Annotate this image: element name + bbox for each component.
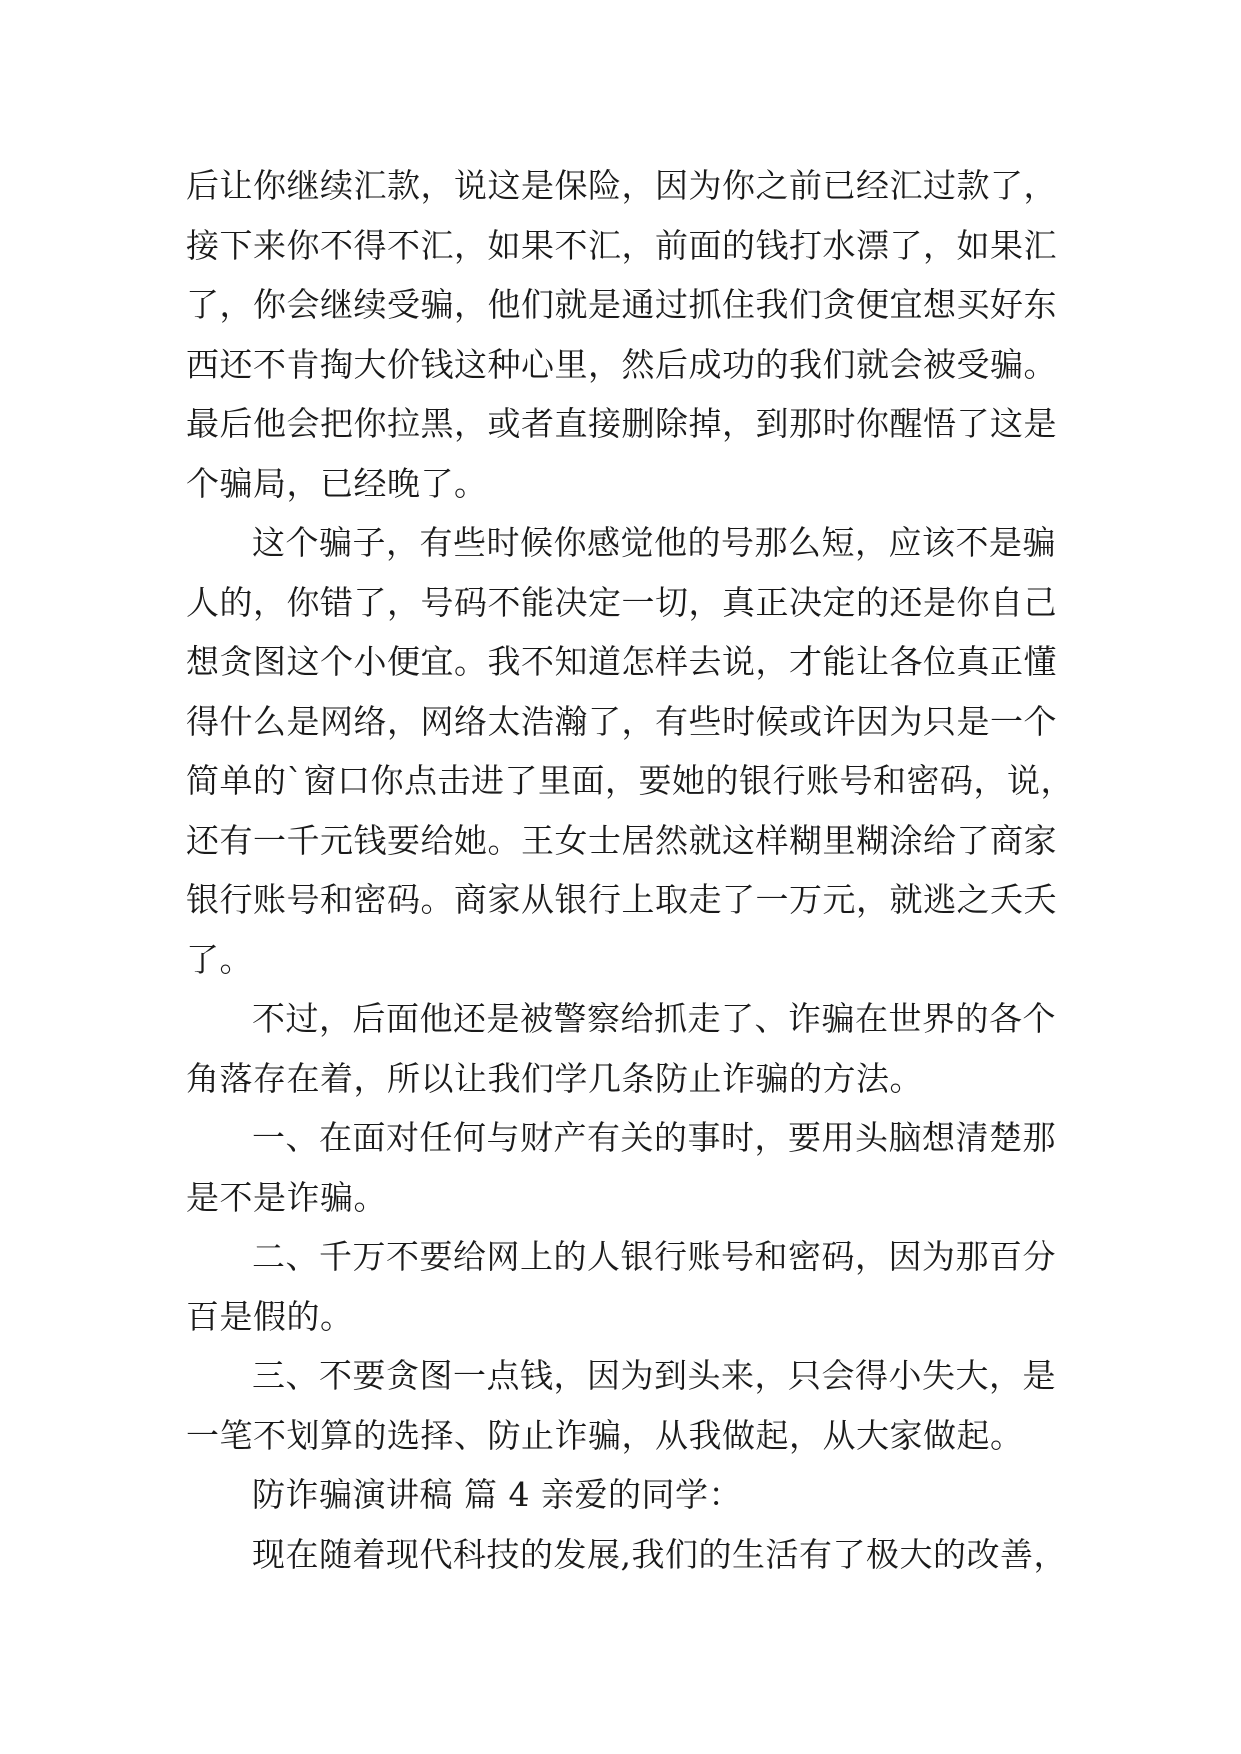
document-body bbox=[186, 156, 1074, 1584]
text-line: 还有一千元钱要给她。王女士居然就这样糊里糊涂给了商家 bbox=[186, 820, 1057, 860]
text-line: 三、不要贪图一点钱，因为到头来，只会得小失大，是 bbox=[252, 1356, 1056, 1395]
text-line: 现在随着现代科技的发展,我们的生活有了极大的改善， bbox=[252, 1534, 1067, 1574]
text-line: 后让你继续汇款，说这是保险，因为你之前已经汇过款了， bbox=[186, 166, 1057, 205]
text-line: 是不是诈骗。 bbox=[186, 1177, 387, 1217]
paragraph bbox=[186, 513, 1074, 989]
text-line: 想贪图这个小便宜。我不知道怎样去说，才能让各位真正懂 bbox=[186, 642, 1057, 681]
paragraph bbox=[186, 989, 1066, 1108]
text-line: 不过，后面他还是被警察给抓走了、诈骗在世界的各个 bbox=[252, 999, 1056, 1038]
text-line: 二、千万不要给网上的人银行账号和密码，因为那百分 bbox=[252, 1237, 1056, 1276]
text-line: 防诈骗演讲稿 篇 4 亲爱的同学： bbox=[252, 1475, 742, 1514]
text-line: 百是假的。 bbox=[186, 1296, 354, 1336]
text-line: 人的，你错了，号码不能决定一切，真正决定的还是你自己 bbox=[186, 582, 1057, 622]
paragraph bbox=[186, 1227, 1066, 1346]
text-line: 角落存在着，所以让我们学几条防止诈骗的方法。 bbox=[186, 1058, 923, 1098]
text-line: 银行账号和密码。商家从银行上取走了一万元，就逃之夭夭 bbox=[186, 880, 1057, 919]
text-line: 得什么是网络，网络太浩瀚了，有些时候或许因为只是一个 bbox=[186, 701, 1057, 741]
paragraph bbox=[186, 1346, 1066, 1465]
text-line: 接下来你不得不汇，如果不汇，前面的钱打水漂了，如果汇 bbox=[186, 225, 1057, 265]
paragraph bbox=[186, 1525, 1066, 1585]
paragraph bbox=[186, 1465, 1066, 1525]
text-line: 最后他会把你拉黑，或者直接删除掉，到那时你醒悟了这是 bbox=[186, 404, 1057, 443]
text-line: 了，你会继续受骗，他们就是通过抓住我们贪便宜想买好东 bbox=[186, 285, 1057, 324]
text-line: 这个骗子，有些时候你感觉他的号那么短，应该不是骗 bbox=[252, 523, 1056, 562]
text-line: 西还不肯掏大价钱这种心里，然后成功的我们就会被受骗。 bbox=[186, 344, 1057, 384]
text-line: 一笔不划算的选择、防止诈骗，从我做起，从大家做起。 bbox=[186, 1415, 1024, 1455]
text-line: 一、在面对任何与财产有关的事时，要用头脑想清楚那 bbox=[252, 1118, 1056, 1157]
text-line: 简单的`窗口你点击进了里面，要她的银行账号和密码，说， bbox=[186, 761, 1074, 800]
paragraph bbox=[186, 1108, 1066, 1227]
paragraph bbox=[186, 156, 1066, 513]
text-line: 了。 bbox=[186, 939, 253, 979]
text-line: 个骗局，已经晚了。 bbox=[186, 463, 488, 503]
